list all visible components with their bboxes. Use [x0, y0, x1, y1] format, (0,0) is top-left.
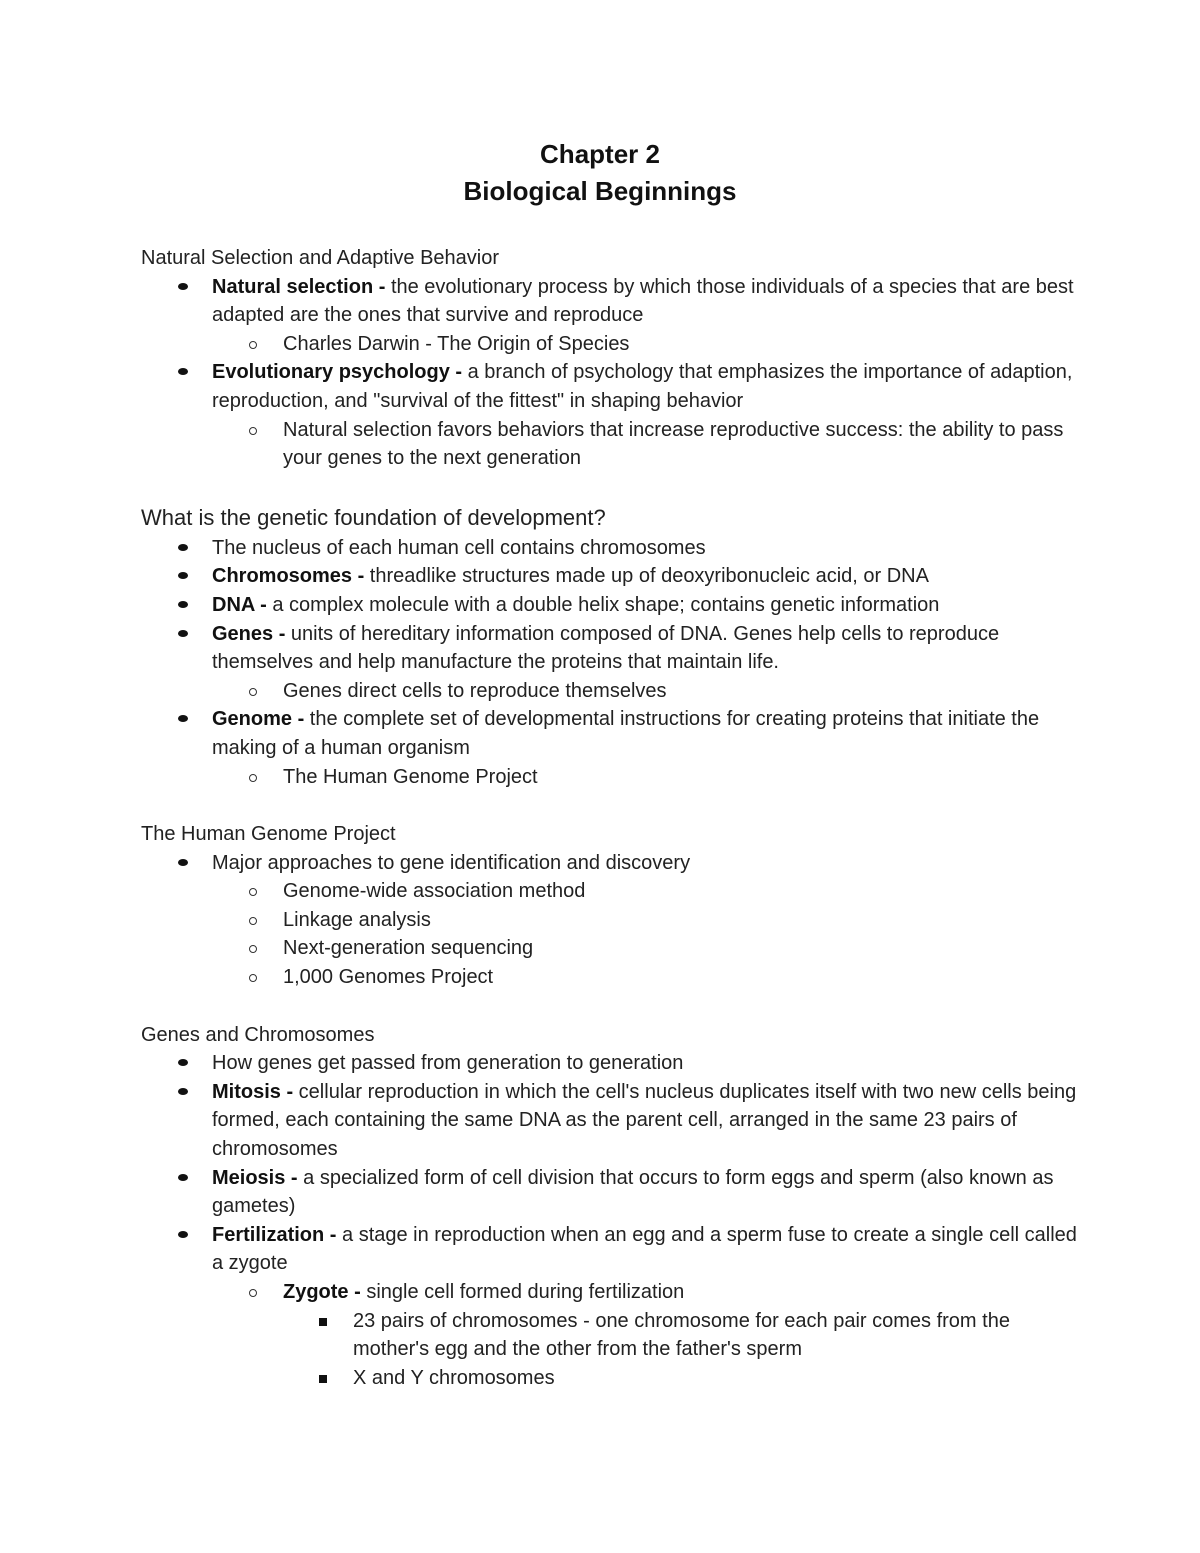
list-item	[141, 1221, 1081, 1278]
section-heading: Genes and Chromosomes	[141, 1023, 375, 1046]
hollow-bullet-icon	[245, 1278, 265, 1306]
sub-list-item	[141, 1278, 1081, 1307]
term-label: Evolutionary psychology -	[212, 361, 463, 384]
sub-item-text: X and Y chromosomes	[353, 1366, 555, 1389]
section-heading: The Human Genome Project	[141, 823, 396, 846]
hollow-bullet-icon	[245, 677, 265, 705]
sub-item-text: Natural selection favors behaviors that increase reproductive success: the ability to pass your genes to the next generation	[283, 418, 1064, 470]
sub-list-item	[141, 763, 1081, 792]
list-item	[141, 273, 1081, 330]
filled-bullet-icon	[174, 1049, 194, 1077]
term-label: Fertilization -	[212, 1223, 337, 1246]
list-item	[141, 620, 1081, 677]
term-label: Chromosomes -	[212, 565, 365, 588]
filled-bullet-icon	[174, 1221, 194, 1249]
filled-bullet-icon	[174, 273, 194, 301]
filled-bullet-icon	[174, 534, 194, 562]
definition-text: units of hereditary information composed of DNA. Genes help cells to reproduce themselves and help manufacture the proteins that maintain life.	[212, 622, 1000, 674]
term-label: Genome -	[212, 708, 305, 731]
section-human-genome-project	[141, 820, 1081, 992]
filled-bullet-icon	[174, 1078, 194, 1106]
sub-sub-list-item	[141, 1364, 1081, 1393]
chapter-title: Biological Beginnings	[463, 176, 737, 206]
term-label: Zygote -	[283, 1281, 361, 1303]
definition-text: the evolutionary process by which those individuals of a species that are best adapted are the ones that survive and reproduce	[212, 275, 1074, 327]
list-item	[141, 534, 1081, 563]
sub-item-text: Next-generation sequencing	[283, 937, 534, 960]
hollow-bullet-icon	[245, 877, 265, 905]
filled-bullet-icon	[174, 358, 194, 386]
list-item	[141, 1164, 1081, 1221]
hollow-bullet-icon	[245, 934, 265, 962]
sub-item-text: 1,000 Genomes Project	[283, 966, 494, 989]
term-label: Mitosis -	[212, 1080, 294, 1103]
item-text: How genes get passed from generation to generation	[212, 1052, 684, 1075]
hollow-bullet-icon	[245, 906, 265, 934]
sub-sub-list-item	[141, 1307, 1081, 1364]
sub-list-item	[141, 934, 1081, 963]
hollow-bullet-icon	[245, 963, 265, 991]
term-label: Genes -	[212, 622, 286, 645]
definition-text: a stage in reproduction when an egg and a sperm fuse to create a single cell called a zygote	[212, 1223, 1077, 1275]
sub-list-item	[141, 877, 1081, 906]
sub-list-item	[141, 963, 1081, 992]
definition-text: cellular reproduction in which the cell's nucleus duplicates itself with two new cells being formed, each containing the same DNA as the parent cell, arranged in the same 23 pairs of chromosomes	[212, 1080, 1077, 1161]
term-label: Meiosis -	[212, 1166, 298, 1189]
term-label: Natural selection -	[212, 275, 386, 298]
section-genetic-foundation	[141, 502, 1081, 791]
list-item	[141, 1078, 1081, 1164]
filled-bullet-icon	[174, 705, 194, 733]
sub-item-text: Charles Darwin - The Origin of Species	[283, 332, 630, 355]
filled-bullet-icon	[174, 849, 194, 877]
filled-bullet-icon	[174, 620, 194, 648]
sub-item-text: 23 pairs of chromosomes - one chromosome for each pair comes from the mother's egg and the other from the father's sperm	[353, 1309, 1010, 1361]
sub-item-text: Genes direct cells to reproduce themselves	[283, 679, 667, 702]
sub-list-item	[141, 330, 1081, 359]
chapter-number: Chapter 2	[540, 139, 660, 169]
sub-item-text: The Human Genome Project	[283, 765, 538, 788]
square-bullet-icon	[315, 1307, 335, 1335]
section-heading: What is the genetic foundation of development?	[141, 504, 606, 530]
filled-bullet-icon	[174, 591, 194, 619]
hollow-bullet-icon	[245, 330, 265, 358]
list-item	[141, 1049, 1081, 1078]
item-text: The nucleus of each human cell contains chromosomes	[212, 536, 706, 559]
bullet-list	[141, 273, 1081, 473]
item-text: Major approaches to gene identification and discovery	[212, 851, 691, 874]
list-item	[141, 358, 1081, 415]
sub-list-item	[141, 906, 1081, 935]
term-label: DNA -	[212, 593, 267, 616]
filled-bullet-icon	[174, 1164, 194, 1192]
definition-text: a branch of psychology that emphasizes the importance of adaption, reproduction, and "survival of the fittest" in shaping behavior	[212, 361, 1073, 412]
bullet-list	[141, 849, 1081, 992]
sub-list-item	[141, 677, 1081, 706]
list-item	[141, 849, 1081, 878]
sub-item-text: Genome-wide association method	[283, 880, 586, 903]
hollow-bullet-icon	[245, 763, 265, 791]
list-item	[141, 705, 1081, 762]
hollow-bullet-icon	[245, 416, 265, 444]
sub-list-item	[141, 416, 1081, 473]
bullet-list	[141, 1049, 1081, 1392]
bullet-list	[141, 534, 1081, 791]
definition-text: a complex molecule with a double helix shape; contains genetic information	[266, 593, 940, 616]
section-heading: Natural Selection and Adaptive Behavior	[141, 247, 500, 269]
sub-item-text: Linkage analysis	[283, 908, 431, 931]
definition-text: the complete set of developmental instructions for creating proteins that initiate the making of a human organism	[212, 708, 1040, 759]
definition-text: threadlike structures made up of deoxyribonucleic acid, or DNA	[364, 565, 929, 588]
section-natural-selection	[141, 244, 1081, 473]
section-genes-chromosomes	[141, 1021, 1081, 1393]
filled-bullet-icon	[174, 562, 194, 590]
definition-text: single cell formed during fertilization	[360, 1281, 685, 1303]
document-body	[141, 244, 1081, 1392]
list-item	[141, 591, 1081, 620]
definition-text: a specialized form of cell division that occurs to form eggs and sperm (also known as gametes)	[212, 1166, 1054, 1218]
list-item	[141, 562, 1081, 591]
square-bullet-icon	[315, 1364, 335, 1392]
document-title	[0, 136, 1200, 210]
